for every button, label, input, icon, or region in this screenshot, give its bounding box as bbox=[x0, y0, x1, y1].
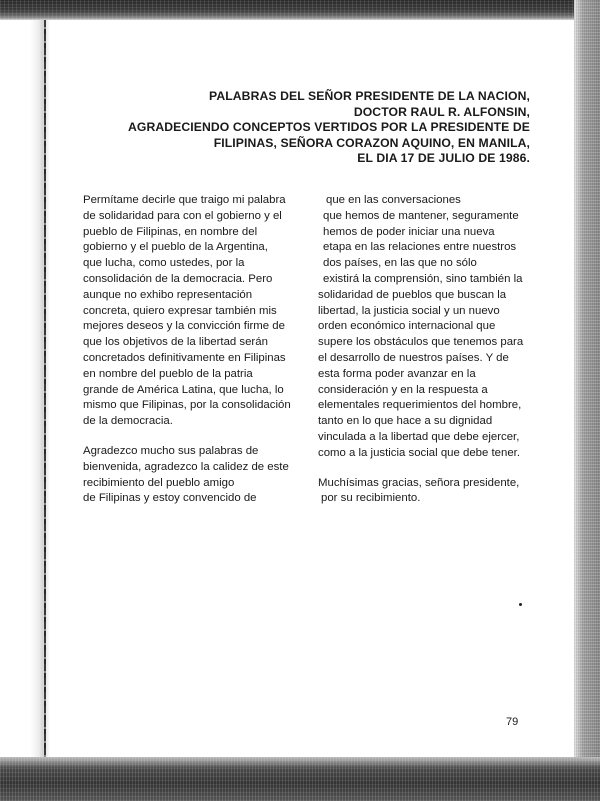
heading-line: AGRADECIENDO CONCEPTOS VERTIDOS POR LA PRESIDENTE DE bbox=[127, 120, 530, 135]
text-line: concretados definitivamente en Filipinas bbox=[83, 351, 286, 364]
text-line: libertad, la justicia social y un nuevo bbox=[318, 304, 500, 317]
text-line: orden económico internacional que bbox=[318, 320, 496, 333]
paragraph-gap bbox=[83, 430, 293, 444]
text-line: el desarrollo de nuestros países. Y de bbox=[318, 351, 509, 364]
paragraph-gap bbox=[318, 462, 533, 476]
text-line: bienvenida, agradezco la calidez de este bbox=[83, 460, 289, 473]
text-line: aunque no exhibo representación bbox=[83, 288, 253, 301]
text-line: concreta, quiero expresar también mis bbox=[83, 304, 277, 317]
binding-edge-line bbox=[44, 20, 46, 757]
speech-heading bbox=[80, 89, 530, 167]
heading-line: PALABRAS DEL SEÑOR PRESIDENTE DE LA NACION, bbox=[209, 89, 530, 103]
text-line: mismo que Filipinas, por la consolidación bbox=[83, 399, 291, 412]
text-line: Agradezco mucho sus palabras de bbox=[83, 444, 259, 457]
text-line: recibimiento del pueblo amigo bbox=[83, 476, 235, 489]
right-column bbox=[318, 193, 533, 507]
ink-speck bbox=[519, 603, 522, 606]
text-line: que los objetivos de la libertad serán bbox=[83, 336, 268, 349]
paragraph bbox=[318, 193, 533, 462]
page-number: 79 bbox=[506, 716, 519, 728]
scan-edge-top bbox=[0, 0, 600, 20]
text-line: pueblo de Filipinas, en nombre del bbox=[83, 225, 258, 238]
paragraph bbox=[318, 476, 533, 508]
heading-line: FILIPINAS, SEÑORA CORAZON AQUINO, EN MANILA, bbox=[213, 135, 530, 150]
text-line: consideración y en la respuesta a bbox=[318, 383, 488, 396]
paragraph bbox=[83, 444, 293, 507]
text-line: que lucha, como ustedes, por la bbox=[83, 257, 245, 270]
scan-edge-left bbox=[0, 20, 50, 757]
text-line: elementales requerimientos del hombre, bbox=[318, 399, 522, 412]
text-line: etapa en las relaciones entre nuestros bbox=[323, 241, 517, 254]
text-line: como a la justicia social que debe tener. bbox=[318, 446, 520, 459]
scan-edge-right bbox=[574, 0, 600, 801]
text-line: en nombre del pueblo de la patria bbox=[83, 367, 253, 380]
text-line: mejores deseos y la convicción firme de bbox=[83, 320, 285, 333]
text-line: grande de América Latina, que lucha, lo bbox=[83, 383, 284, 396]
text-line: de Filipinas y estoy convencido de bbox=[83, 492, 257, 505]
scan-edge-bottom bbox=[0, 757, 600, 801]
heading-line: EL DIA 17 DE JULIO DE 1986. bbox=[357, 151, 530, 166]
text-line: que en las conversaciones bbox=[326, 194, 461, 206]
text-line: de solidaridad para con el gobierno y el bbox=[83, 209, 282, 222]
text-line: tanto en lo que hace a su dignidad bbox=[318, 415, 493, 428]
text-line: que hemos de mantener, seguramente bbox=[323, 209, 519, 222]
text-line: hemos de poder iniciar una nueva bbox=[323, 225, 495, 238]
text-line: gobierno y el pueblo de la Argentina, bbox=[83, 241, 268, 254]
text-line: de la democracia. bbox=[83, 415, 173, 428]
text-line: consolidación de la democracia. Pero bbox=[83, 272, 273, 285]
paragraph bbox=[83, 193, 293, 430]
text-line: vinculada a la libertad que debe ejercer, bbox=[318, 430, 520, 443]
text-line: supere los obstáculos que tenemos para bbox=[318, 336, 524, 349]
text-line: solidaridad de pueblos que buscan la bbox=[318, 288, 507, 301]
heading-line: DOCTOR RAUL R. ALFONSIN, bbox=[353, 104, 530, 119]
text-line: existirá la comprensión, sino también la bbox=[323, 272, 523, 285]
text-line: Muchísimas gracias, señora presidente, bbox=[318, 476, 520, 489]
text-line: esta forma poder avanzar en la bbox=[318, 367, 476, 380]
text-line: dos países, en las que no sólo bbox=[323, 257, 477, 270]
left-column bbox=[83, 193, 293, 507]
text-line: Permítame decirle que traigo mi palabra bbox=[83, 194, 286, 206]
text-line: por su recibimiento. bbox=[321, 492, 421, 505]
